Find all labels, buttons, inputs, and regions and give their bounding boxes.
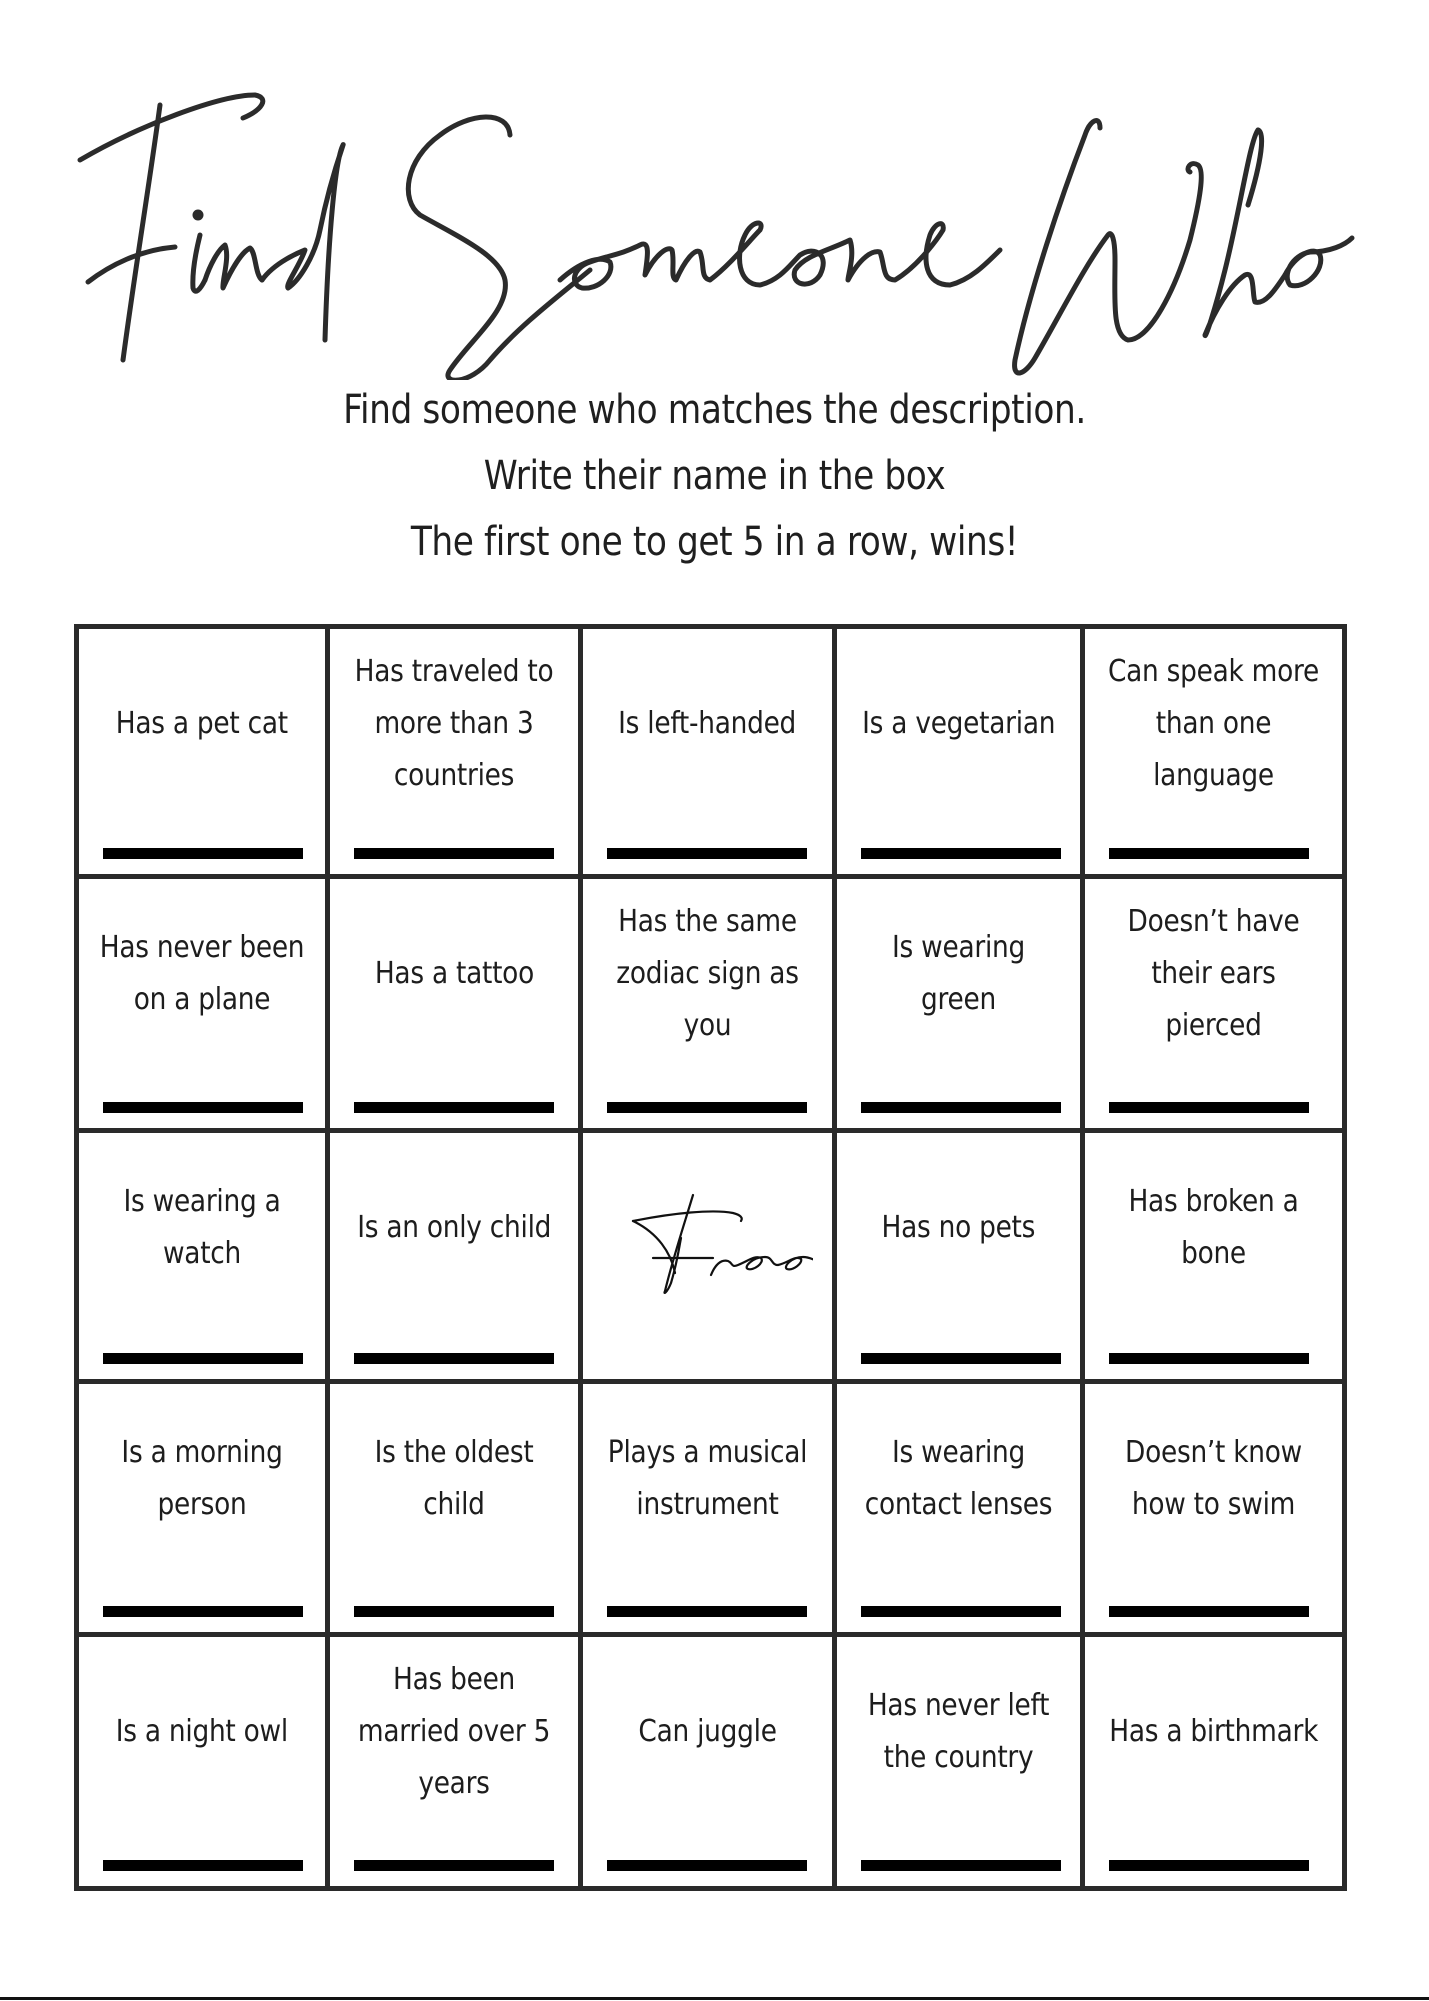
- cell-prompt: [1089, 1637, 1338, 1822]
- name-write-line[interactable]: [103, 1860, 303, 1871]
- name-write-line[interactable]: [861, 848, 1061, 859]
- cell-prompt-text: Has no pets: [881, 1209, 1036, 1245]
- name-write-line[interactable]: [861, 1102, 1061, 1113]
- name-write-line[interactable]: [607, 1102, 807, 1113]
- cell-prompt: [83, 879, 321, 1064]
- grid-cell[interactable]: [837, 1133, 1085, 1384]
- name-write-line[interactable]: [607, 848, 807, 859]
- instruction-line: Find someone who matches the description.: [343, 387, 1086, 433]
- cell-prompt: [1089, 629, 1338, 814]
- cell-prompt: [587, 1637, 828, 1822]
- grid-cell[interactable]: [583, 1384, 837, 1637]
- cell-prompt-text: Is the oldest child: [374, 1434, 534, 1522]
- page-title: [0, 40, 1429, 380]
- grid-cell-free[interactable]: [583, 1133, 837, 1384]
- cell-prompt: [83, 1637, 321, 1822]
- grid-cell[interactable]: [330, 629, 583, 879]
- cell-prompt-text: Has the same zodiac sign as you: [616, 903, 799, 1043]
- grid-cell[interactable]: [1085, 879, 1342, 1133]
- grid-cell[interactable]: [837, 629, 1085, 879]
- cell-prompt-text: Is a night owl: [115, 1713, 289, 1749]
- cell-prompt: [83, 1133, 321, 1318]
- grid-cell[interactable]: [837, 1384, 1085, 1637]
- instructions: [0, 377, 1429, 575]
- cell-prompt: [841, 1637, 1076, 1822]
- name-write-line[interactable]: [103, 1353, 303, 1364]
- name-write-line[interactable]: [607, 1860, 807, 1871]
- cell-prompt: [334, 1637, 574, 1822]
- cell-prompt: [587, 1384, 828, 1569]
- name-write-line[interactable]: [861, 1606, 1061, 1617]
- cell-prompt: [1089, 1133, 1338, 1318]
- grid-cell[interactable]: [837, 1637, 1085, 1886]
- cell-prompt: [83, 1384, 321, 1569]
- grid-cell[interactable]: [1085, 1384, 1342, 1637]
- grid-cell[interactable]: [79, 879, 330, 1133]
- grid-cell[interactable]: [1085, 1637, 1342, 1886]
- cell-prompt: [841, 1133, 1076, 1318]
- free-space-script-graphic: [603, 1173, 813, 1303]
- name-write-line[interactable]: [1109, 1353, 1309, 1364]
- cell-prompt: [841, 629, 1076, 814]
- name-write-line[interactable]: [354, 1353, 554, 1364]
- cell-prompt: [83, 629, 321, 814]
- cell-prompt: [334, 1133, 574, 1318]
- cell-prompt-text: Is wearing a watch: [123, 1183, 281, 1271]
- grid-cell[interactable]: [330, 1133, 583, 1384]
- grid-cell[interactable]: [330, 1637, 583, 1886]
- cell-prompt: [334, 879, 574, 1064]
- cell-prompt-text: Has a birthmark: [1109, 1713, 1318, 1749]
- name-write-line[interactable]: [1109, 1606, 1309, 1617]
- cell-prompt-text: Has never left the country: [867, 1687, 1050, 1775]
- name-write-line[interactable]: [1109, 848, 1309, 859]
- cell-prompt-text: Doesn’t have their ears pierced: [1127, 903, 1300, 1043]
- cell-prompt-text: Has never been on a plane: [99, 929, 305, 1017]
- cell-prompt-text: Can speak more than one language: [1107, 653, 1320, 793]
- name-write-line[interactable]: [861, 1353, 1061, 1364]
- grid-cell[interactable]: [79, 1384, 330, 1637]
- cell-prompt-text: Has been married over 5 years: [357, 1661, 551, 1801]
- cell-prompt-text: Is a vegetarian: [861, 705, 1056, 741]
- cell-prompt: [334, 629, 574, 814]
- grid-cell[interactable]: [79, 1133, 330, 1384]
- cell-prompt-text: Is wearing green: [892, 929, 1025, 1017]
- cell-prompt: [1089, 1384, 1338, 1569]
- name-write-line[interactable]: [607, 1606, 807, 1617]
- cell-prompt: [841, 879, 1076, 1064]
- grid-cell[interactable]: [583, 879, 837, 1133]
- grid-cell[interactable]: [330, 1384, 583, 1637]
- cell-prompt: [334, 1384, 574, 1569]
- name-write-line[interactable]: [354, 1606, 554, 1617]
- name-write-line[interactable]: [354, 1102, 554, 1113]
- cell-prompt-text: Has traveled to more than 3 countries: [354, 653, 554, 793]
- page-bottom-divider: [0, 1997, 1429, 2000]
- instruction-line: Write their name in the box: [483, 453, 946, 499]
- cell-prompt-text: Has a pet cat: [115, 705, 289, 741]
- cell-prompt-text: Has a tattoo: [374, 955, 534, 991]
- instruction-line: The first one to get 5 in a row, wins!: [410, 519, 1019, 565]
- name-write-line[interactable]: [354, 848, 554, 859]
- cell-prompt: [841, 1384, 1076, 1569]
- name-write-line[interactable]: [103, 1102, 303, 1113]
- name-write-line[interactable]: [354, 1860, 554, 1871]
- cell-prompt-text: Is left-handed: [618, 705, 797, 741]
- grid-cell[interactable]: [330, 879, 583, 1133]
- bingo-grid: [74, 624, 1347, 1891]
- grid-cell[interactable]: [79, 629, 330, 879]
- cell-prompt-text: Has broken a bone: [1128, 1183, 1299, 1271]
- cell-prompt: [587, 629, 828, 814]
- cell-prompt-text: Is a morning person: [121, 1434, 283, 1522]
- title-script-graphic: [0, 40, 1429, 380]
- name-write-line[interactable]: [103, 1606, 303, 1617]
- grid-cell[interactable]: [1085, 629, 1342, 879]
- cell-prompt: [587, 879, 828, 1064]
- cell-prompt-text: Plays a musical instrument: [607, 1434, 808, 1522]
- grid-cell[interactable]: [583, 629, 837, 879]
- grid-cell[interactable]: [837, 879, 1085, 1133]
- cell-prompt: [1089, 879, 1338, 1064]
- cell-prompt-text: Is wearing contact lenses: [864, 1434, 1053, 1522]
- name-write-line[interactable]: [103, 848, 303, 859]
- cell-prompt-text: Is an only child: [357, 1209, 551, 1245]
- name-write-line[interactable]: [1109, 1860, 1309, 1871]
- name-write-line[interactable]: [861, 1860, 1061, 1871]
- grid-cell[interactable]: [583, 1637, 837, 1886]
- cell-prompt-text: Doesn’t know how to swim: [1125, 1434, 1302, 1522]
- grid-cell[interactable]: [79, 1637, 330, 1886]
- name-write-line[interactable]: [1109, 1102, 1309, 1113]
- cell-prompt-text: Can juggle: [638, 1713, 777, 1749]
- grid-cell[interactable]: [1085, 1133, 1342, 1384]
